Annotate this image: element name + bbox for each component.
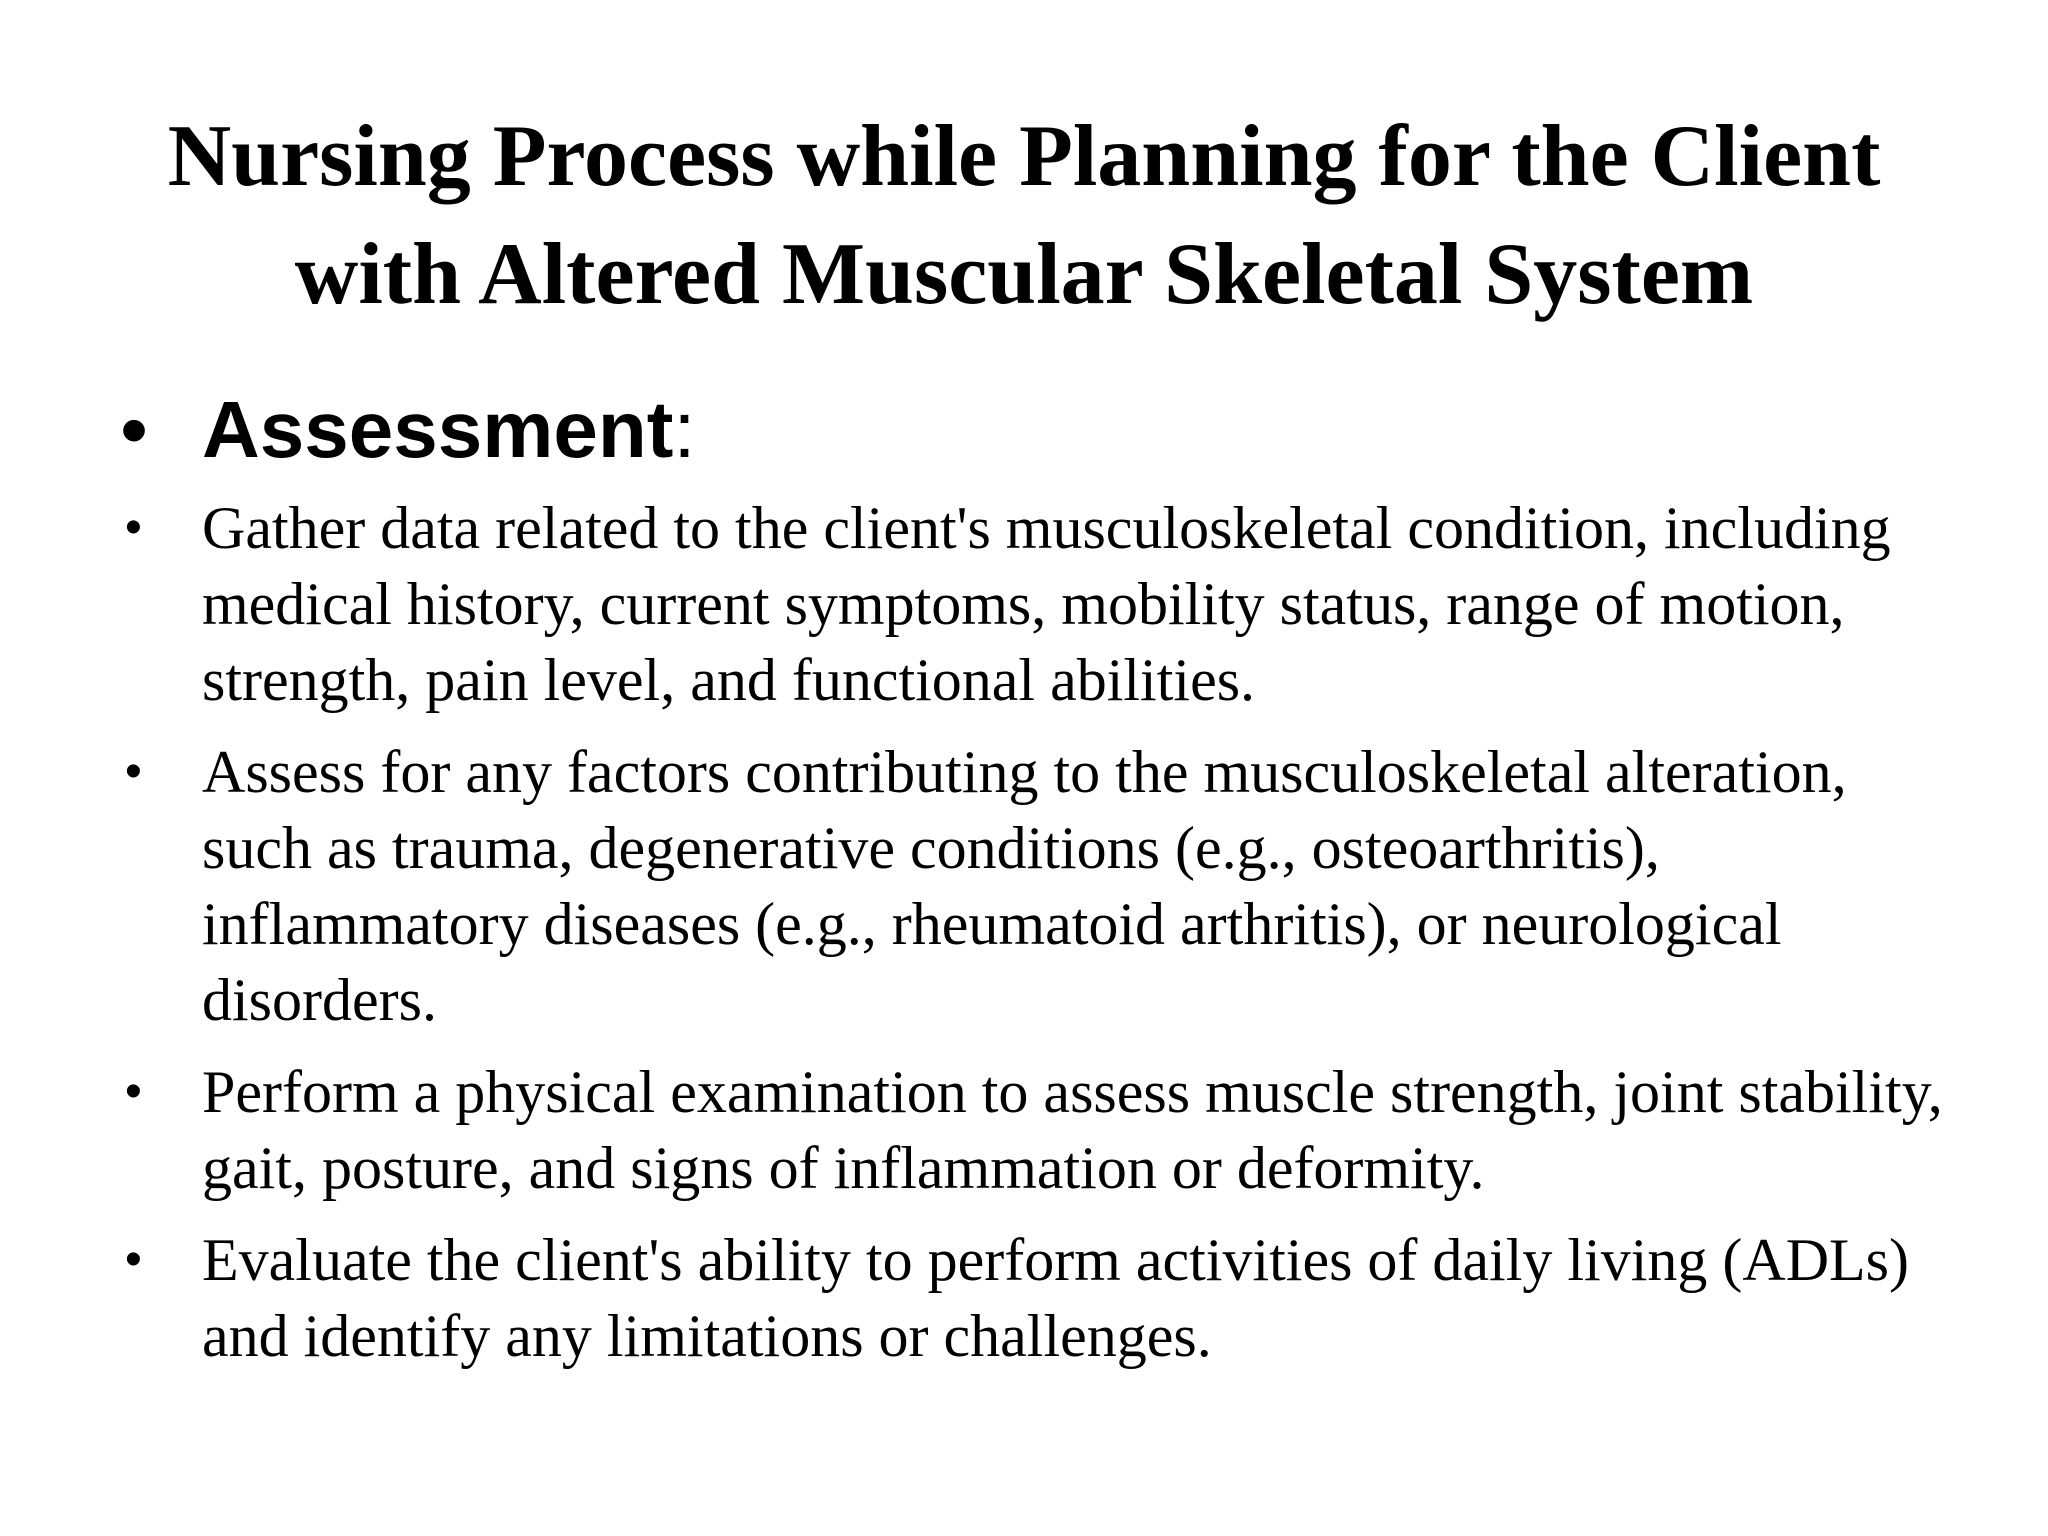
list-item — [120, 1222, 1960, 1374]
assessment-heading — [202, 380, 696, 480]
bullet-glyph: • — [125, 501, 142, 554]
list-item — [120, 734, 1960, 1038]
list-item-text: Gather data related to the client's musculoskeletal condition, including medical history, current symptoms, mobility status, range of motion, strength, pain level, and functional abilities. — [202, 495, 1891, 713]
list-item-text: Perform a physical examination to assess muscle strength, joint stability, gait, posture, and signs of inflammation or deformity. — [202, 1059, 1943, 1201]
slide-body — [120, 370, 1960, 1390]
assessment-heading-text: Assessment — [202, 385, 674, 474]
assessment-heading-colon: : — [673, 385, 696, 474]
slide-title-line-1: Nursing Process while Planning for the Client — [167, 108, 1881, 205]
bullet-glyph: • — [125, 1233, 142, 1286]
bullet-glyph: • — [125, 1065, 142, 1118]
slide-title-line-2: with Altered Muscular Skeletal System — [294, 226, 1754, 323]
bullet-glyph: • — [125, 745, 142, 798]
assessment-list — [120, 490, 1960, 1374]
list-item-text: Assess for any factors contributing to the musculoskeletal alteration, such as trauma, degenerative conditions (e.g., osteoarthritis), inflammatory diseases (e.g., rheumatoid arthritis), or neurological disorders. — [202, 739, 1847, 1033]
assessment-heading-row — [120, 370, 1960, 490]
list-item — [120, 1054, 1960, 1206]
list-item-text: Evaluate the client's ability to perform activities of daily living (ADLs) and identify any limitations or challenges. — [202, 1227, 1910, 1369]
list-item — [120, 490, 1960, 718]
bullet-glyph: • — [120, 385, 149, 474]
slide-title — [120, 98, 1928, 334]
